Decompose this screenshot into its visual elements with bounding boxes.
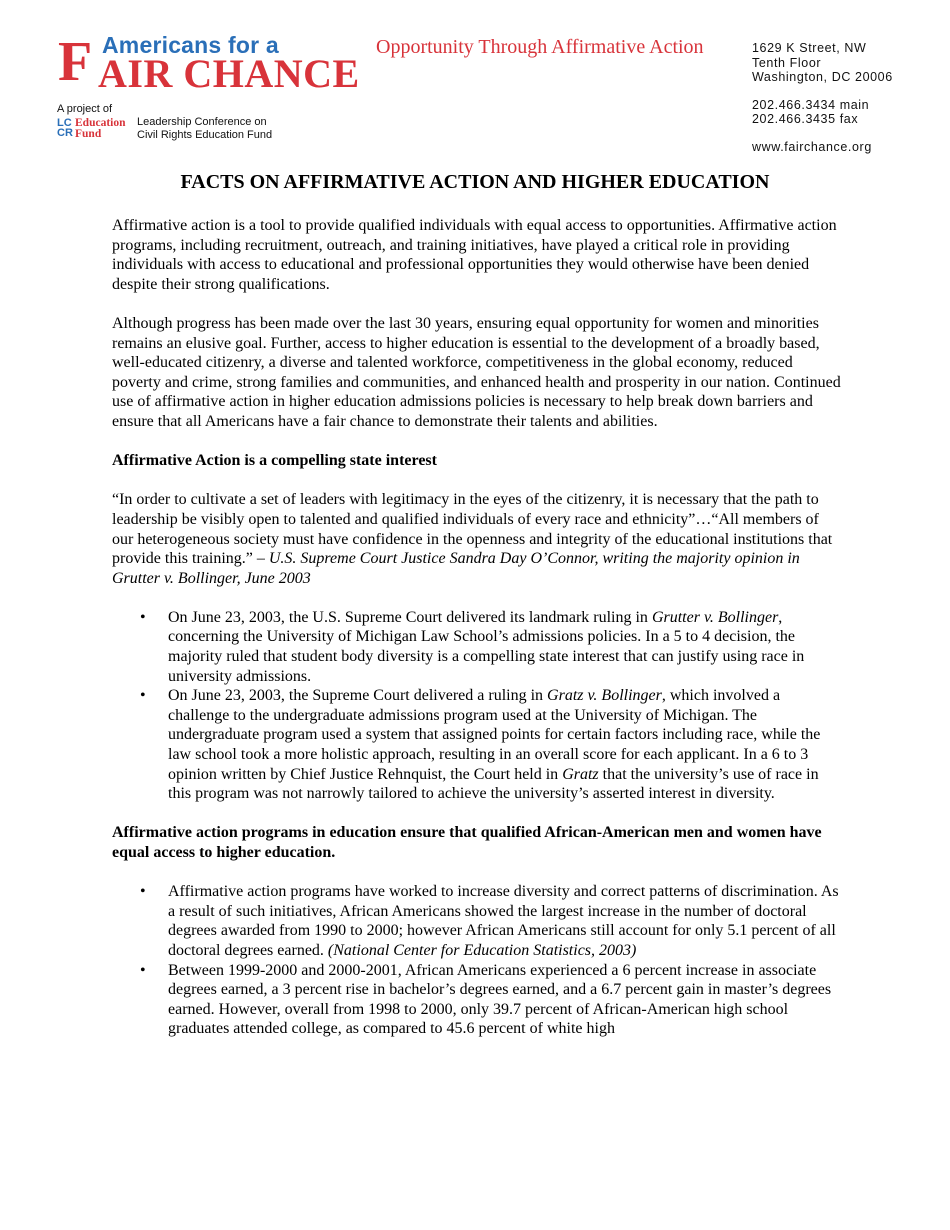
lccr-name-line2: Civil Rights Education Fund xyxy=(137,129,273,141)
document-title: FACTS ON AFFIRMATIVE ACTION AND HIGHER EDUCATION xyxy=(180,171,770,193)
contact-street: 1629 K Street, NW xyxy=(752,41,867,55)
intro-paragraph: Affirmative action is a tool to provide qualified individuals with equal access to opportunities. Affirmative action programs, including recruitment, outreach, and training initiatives, have played a critical role in providing individuals with access to educational and professional opportunities they would otherwise have been denied despite their strong qualifications. xyxy=(112,217,837,293)
bullet-icon: • xyxy=(140,687,146,705)
bullet-list xyxy=(112,608,842,804)
lccr-education-fund-logo xyxy=(57,118,129,140)
oconnor-quote: “In order to cultivate a set of leaders with legitimacy in the eyes of the citizenry, it is necessary that the path to leadership be visibly open to talented and qualified individuals of every race and ethnicity”…“All members of our heterogeneous society must have confidence in the openness and integrity of the educational institutions that provide this training.” – U.S. Supreme Court Justice Sandra Day O’Connor, writing the majority opinion in Grutter v. Bollinger, June 2003 xyxy=(112,491,833,587)
lccr-name-line1: Leadership Conference on xyxy=(137,116,267,128)
lc-text-top: Education xyxy=(75,117,126,129)
quote-attribution: U.S. Supreme Court Justice Sandra Day O’Connor, writing the majority opinion in Grutter v. Bollinger, June 2003 xyxy=(112,550,800,587)
bullet-icon: • xyxy=(140,961,146,979)
document-body xyxy=(112,216,842,1059)
section-heading: Affirmative Action is a compelling state interest xyxy=(112,452,437,470)
list-item: • On June 23, 2003, the Supreme Court delivered a ruling in Gratz v. Bollinger, which involved a challenge to the undergraduate admissions program used at the University of Michigan. The undergraduate program used a system that assigned points for certain factors including race, while the law school took a more holistic approach, resulting in an overall score for each applicant. In a 6 to 3 opinion written by Chief Justice Rehnquist, the Court held in Gratz that the university’s use of race in this program was not narrowly tailored to achieve the university’s asserted interest in diversity. xyxy=(140,687,821,803)
project-of-label: A project of xyxy=(57,103,113,115)
lc-mark-top: LC xyxy=(57,117,72,129)
contact-website: www.fairchance.org xyxy=(752,139,872,154)
contact-fax: 202.466.3435 fax xyxy=(752,112,859,126)
list-item: • Affirmative action programs have worked to increase diversity and correct patterns of discrimination. As a result of such initiatives, African Americans showed the largest increase in the number of doctoral degrees awarded from 1990 to 2000; however African Americans still account for only 5.1 percent of all doctoral degrees earned. (National Center for Education Statistics, 2003) xyxy=(140,883,839,959)
list-item: • On June 23, 2003, the U.S. Supreme Court delivered its landmark ruling in Grutter v. Bollinger, concerning the University of Michigan Law School’s admissions policies. In a 5 to 4 decision, the majority ruled that student body diversity is a compelling state interest that can justify using race in university admissions. xyxy=(140,608,805,685)
logo-line-americans: Americans for a xyxy=(102,32,279,58)
contact-city: Washington, DC 20006 xyxy=(752,70,893,84)
bullet-icon: • xyxy=(140,608,146,626)
fair-chance-logo xyxy=(58,32,358,94)
contact-block xyxy=(752,41,893,154)
case-name: Gratz v. Bollinger xyxy=(547,687,662,705)
lc-mark-bottom: CR xyxy=(57,127,73,139)
bullet-list xyxy=(112,882,842,1039)
case-name: Gratz xyxy=(562,765,599,783)
logo-big-letter: F xyxy=(58,31,93,93)
tagline: Opportunity Through Affirmative Action xyxy=(376,36,704,58)
section-heading: Affirmative action programs in education ensure that qualified African-American men and women have equal access to higher education. xyxy=(112,824,822,861)
intro-paragraph: Although progress has been made over the last 30 years, ensuring equal opportunity for women and minorities remains an elusive goal. Further, access to higher education is essential to the development of a broadly based, well-educated citizenry, a diverse and talented workforce, competitiveness in the global economy, reduced poverty and crime, strong families and communities, and enhanced health and prosperity in our nation. Continued use of affirmative action in higher education admissions policies is necessary to help break down barriers and ensure that all Americans have a fair chance to demonstrate their talents and abilities. xyxy=(112,314,841,430)
lc-text-bottom: Fund xyxy=(75,127,102,140)
citation: (National Center for Education Statistics, 2003) xyxy=(327,941,637,959)
lccr-name xyxy=(137,116,272,142)
contact-floor: Tenth Floor xyxy=(752,55,822,70)
bullet-icon: • xyxy=(140,883,146,901)
contact-phone: 202.466.3434 main xyxy=(752,97,870,112)
case-name: Grutter v. Bollinger xyxy=(651,608,779,626)
list-item: • Between 1999-2000 and 2000-2001, African Americans experienced a 6 percent increase in associate degrees earned, a 3 percent rise in bachelor’s degrees earned, and a 6.7 percent gain in master’s degrees earned. However, overall from 1998 to 2000, only 39.7 percent of African-American high school graduates attended college, as compared to 45.6 percent of white high xyxy=(140,961,832,1038)
logo-line-fair-chance: AIR CHANCE xyxy=(98,51,360,96)
